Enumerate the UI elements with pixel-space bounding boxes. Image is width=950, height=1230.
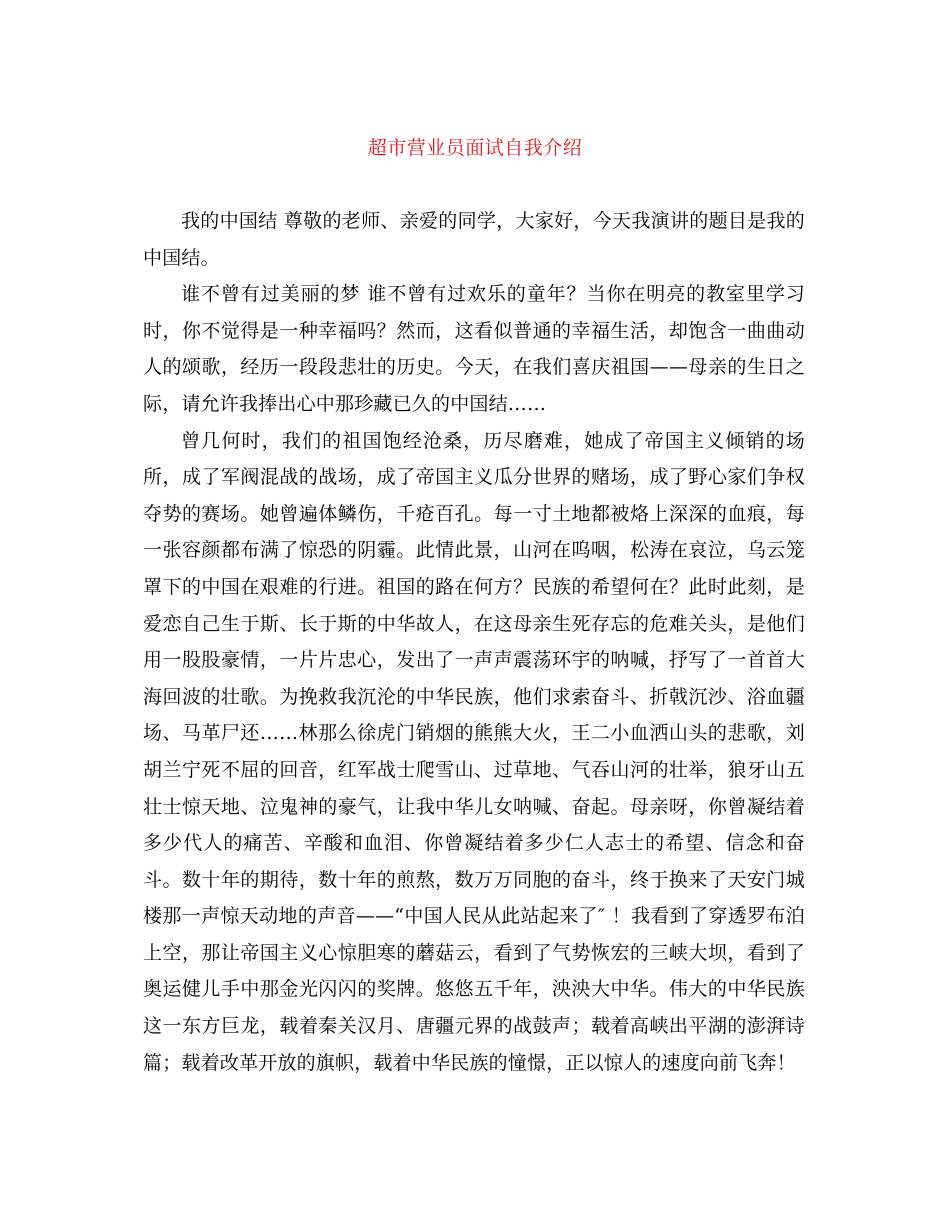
paragraph-dream: 谁不曾有过美丽的梦 谁不曾有过欢乐的童年？当你在明亮的教室里学习时，你不觉得是一种幸福吗？然而，这看似普通的幸福生活，却饱含一曲曲动人的颂歌，经历一段段悲壮的历史。今天，在我们喜庆祖国——母亲的生日之际，请允许我捧出心中那珍藏已久的中国结……: [143, 283, 805, 415]
paragraph-intro: 我的中国结 尊敬的老师、亲爱的同学，大家好，今天我演讲的题目是我的中国结。: [143, 210, 805, 269]
paragraph-history: 曾几何时，我们的祖国饱经沧桑，历尽磨难，她成了帝国主义倾销的场所，成了军阀混战的战场，成了帝国主义瓜分世界的赌场，成了野心家们争权夺势的赛场。她曾遍体鳞伤，千疮百孔。每一寸土地都被烙上深深的血痕，每一张容颜都布满了惊恐的阴霾。此情此景，山河在呜咽，松涛在哀泣，乌云笼罩下的中国在艰难的行进。祖国的路在何方？民族的希望何在？此时此刻，是爱恋自己生于斯、长于斯的中华故人，在这母亲生死存忘的危难关头，是他们用一股股豪情，一片片忠心，发出了一声声震荡环宇的呐喊，抒写了一首首大海回波的壮歌。为挽救我沉沦的中华民族，他们求索奋斗、折戟沉沙、浴血疆场、马革尸还……林那么徐虎门销烟的熊熊大火，王二小血洒山头的悲歌，刘胡兰宁死不屈的回音，红军战士爬雪山、过草地、气吞山河的壮举，狼牙山五壮士惊天地、泣鬼神的豪气，让我中华儿女呐喊、奋起。母亲呀，你曾凝结着多少代人的痛苦、辛酸和血泪、你曾凝结着多少仁人志士的希望、信念和奋斗。数十年的期待，数十年的煎熬，数万万同胞的奋斗，终于换来了天安门城楼那一声惊天动地的声音——“中国人民从此站起来了″ ！我看到了穿透罗布泊上空，那让帝国主义心惊胆寒的蘑菇云，看到了气势恢宏的三峡大坝，看到了奥运健儿手中那金光闪闪的奖牌。悠悠五千年，泱泱大中华。伟大的中华民族这一东方巨龙，载着秦关汉月、唐疆元界的战鼓声；载着高峡出平湖的澎湃诗篇；载着改革开放的旗帜，载着中华民族的憧憬，正以惊人的速度向前飞奔！: [143, 429, 805, 1074]
page-title: 超市营业员面试自我介绍: [367, 137, 583, 159]
document-body: [143, 203, 805, 1081]
